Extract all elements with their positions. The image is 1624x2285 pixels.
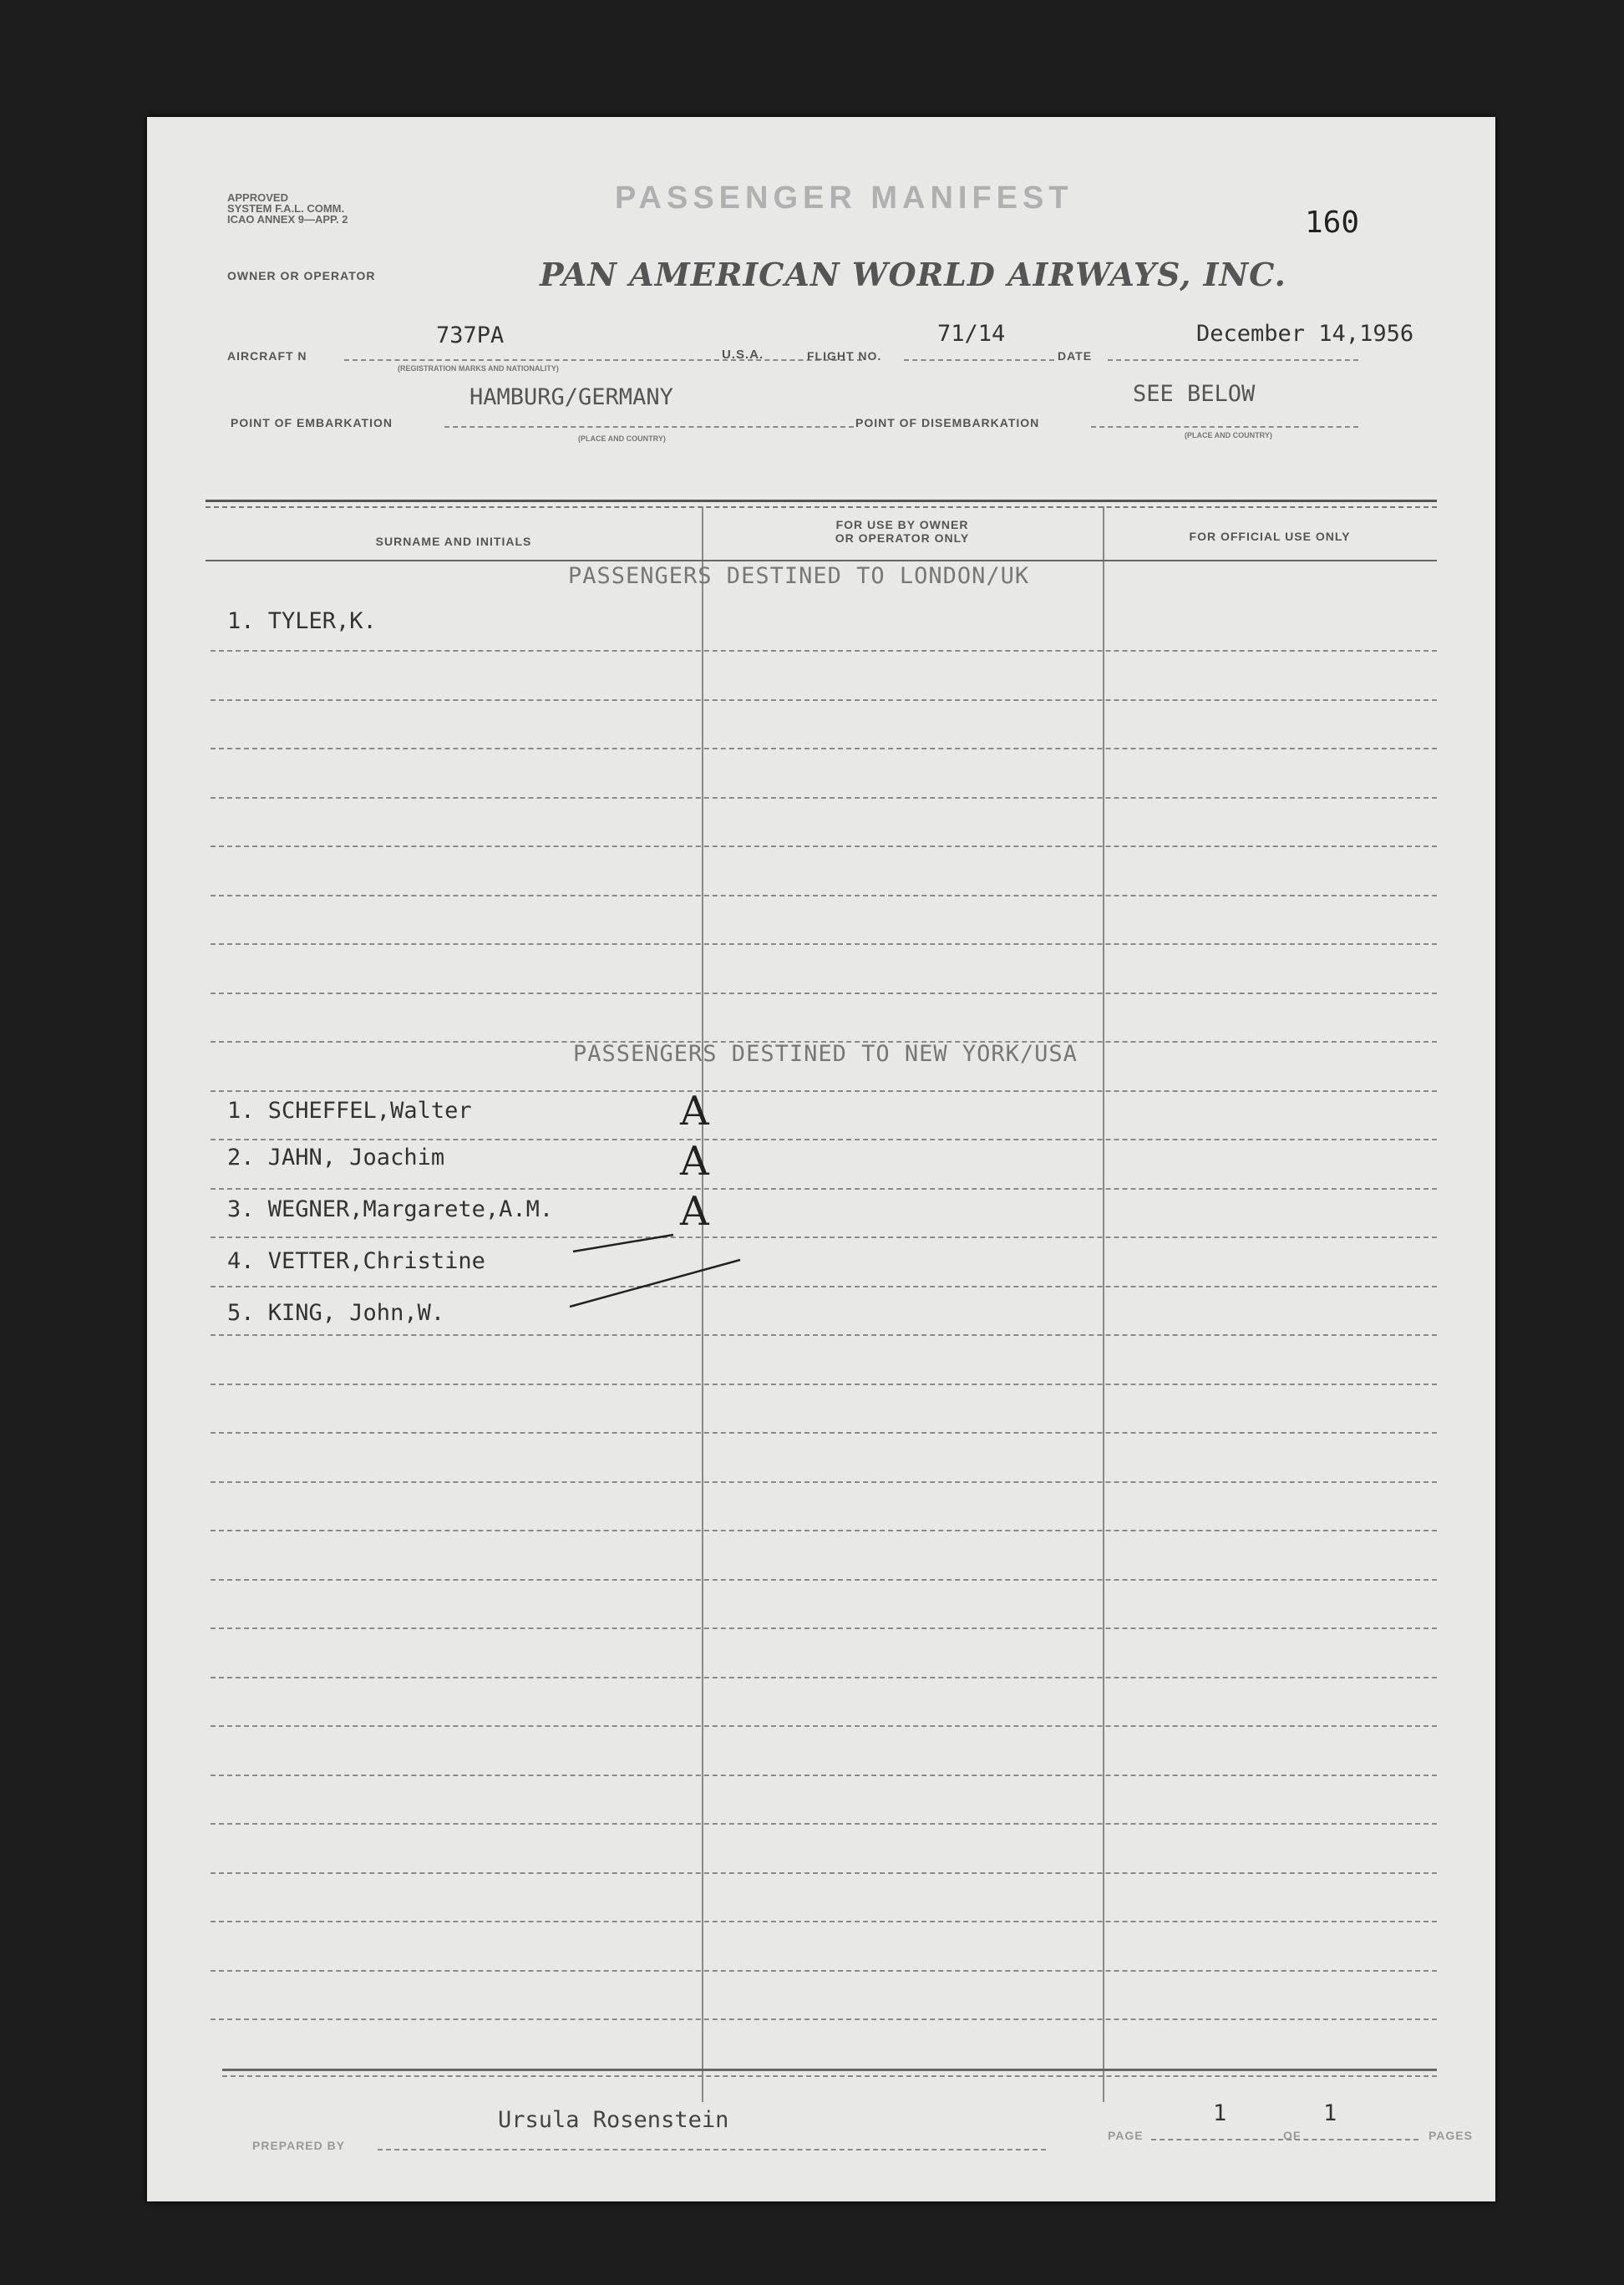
owner-label: OWNER OR OPERATOR: [227, 269, 376, 282]
aircraft-value: 737PA: [436, 322, 505, 348]
of-label: OF: [1283, 2129, 1302, 2142]
aircraft-line: [344, 359, 862, 361]
ruled-line: [211, 1677, 1437, 1678]
ruled-line: [211, 699, 1437, 701]
approval-line: ICAO ANNEX 9—APP. 2: [227, 213, 348, 226]
ruled-line: [211, 1236, 1437, 1238]
handwritten-initial: A: [680, 1138, 709, 1185]
approval-line: APPROVED: [227, 191, 288, 204]
date-line: [1108, 359, 1358, 361]
approval-line: SYSTEM F.A.L. COMM.: [227, 202, 345, 215]
handwritten-stroke: [570, 1260, 740, 1307]
ruled-line: [211, 1188, 1437, 1190]
prepared-by-value: Ursula Rosenstein: [498, 2107, 729, 2133]
form-title: PASSENGER MANIFEST: [615, 180, 1073, 216]
place-note-2: (PLACE AND COUNTRY): [1185, 431, 1272, 439]
ruled-line: [211, 2018, 1437, 2020]
registration-note: (REGISTRATION MARKS AND NATIONALITY): [398, 364, 559, 373]
ruled-line: [211, 1530, 1437, 1531]
header-bottom-line: [206, 560, 1437, 561]
ruled-line: [211, 1775, 1437, 1776]
handwritten-initial: A: [680, 1188, 709, 1235]
date-value: December 14,1956: [1196, 321, 1414, 347]
passenger-row: 2. JAHN, Joachim: [227, 1145, 445, 1170]
embarkation-value: HAMBURG/GERMANY: [469, 384, 673, 410]
ruled-line: [211, 1579, 1437, 1581]
column-header-owner-line: OR OPERATOR ONLY: [835, 531, 970, 545]
prepared-by-line: [378, 2149, 1046, 2150]
date-label: DATE: [1058, 349, 1093, 363]
ruled-line: [211, 1384, 1437, 1385]
of-value: 1: [1323, 2100, 1337, 2126]
disembarkation-value: SEE BELOW: [1133, 381, 1256, 407]
approval-block: [227, 192, 348, 225]
ruled-line: [211, 1627, 1437, 1629]
table-top-line: [206, 500, 1437, 502]
column-divider-2: [1103, 506, 1104, 2102]
prepared-by-label: PREPARED BY: [252, 2139, 346, 2152]
owner-value: PAN AMERICAN WORLD AIRWAYS, INC.: [540, 256, 1287, 293]
table-top-line-2: [206, 506, 1437, 508]
ruled-line: [211, 1286, 1437, 1287]
passenger-row: 4. VETTER,Christine: [227, 1248, 485, 1274]
ruled-line: [211, 1432, 1437, 1434]
column-header-owner-line: FOR USE BY OWNER: [835, 518, 969, 531]
ruled-line: [211, 993, 1437, 994]
place-note-1: (PLACE AND COUNTRY): [578, 434, 666, 443]
ruled-line: [211, 1139, 1437, 1140]
passenger-row: 1. SCHEFFEL,Walter: [227, 1098, 472, 1124]
ruled-line: [211, 1823, 1437, 1825]
ruled-line: [211, 1921, 1437, 1922]
ruled-line: [211, 1334, 1437, 1336]
column-header-surname: SURNAME AND INITIALS: [375, 535, 532, 548]
passenger-row: 1. TYLER,K.: [227, 608, 377, 634]
disembarkation-label: POINT OF DISEMBARKATION: [855, 416, 1040, 429]
ruled-line: [211, 895, 1437, 896]
handwritten-initial: A: [680, 1088, 709, 1135]
page-value: 1: [1213, 2100, 1227, 2126]
flight-line: [904, 359, 1054, 361]
embarkation-label: POINT OF EMBARKATION: [231, 416, 393, 429]
pages-label: PAGES: [1429, 2129, 1473, 2142]
table-bottom-line-2: [222, 2075, 1437, 2077]
flight-value: 71/14: [937, 321, 1006, 347]
usa-label: U.S.A.: [722, 348, 764, 362]
section-heading-london: PASSENGERS DESTINED TO LONDON/UK: [568, 563, 1030, 589]
aircraft-label: AIRCRAFT N: [227, 349, 307, 363]
flight-label: FLIGHT NO.: [807, 349, 882, 363]
passenger-row: 3. WEGNER,Margarete,A.M.: [227, 1196, 554, 1222]
ruled-line: [211, 1090, 1437, 1092]
ruled-line: [211, 1725, 1437, 1727]
handwritten-stroke: [573, 1235, 673, 1252]
ruled-line: [211, 1481, 1437, 1483]
table-bottom-line: [222, 2069, 1437, 2071]
embarkation-line: [444, 426, 854, 428]
handwritten-strokes: [565, 1220, 782, 1320]
column-header-owner-use: [702, 518, 1103, 545]
page-number: 160: [1305, 206, 1360, 240]
column-header-official: FOR OFFICIAL USE ONLY: [1189, 530, 1351, 543]
ruled-line: [211, 797, 1437, 799]
ruled-line: [211, 748, 1437, 749]
disembarkation-line: [1091, 426, 1358, 428]
ruled-line: [211, 943, 1437, 945]
ruled-line: [211, 1872, 1437, 1874]
ruled-line: [211, 650, 1437, 652]
ruled-line: [211, 1970, 1437, 1972]
page-label: PAGE: [1108, 2129, 1144, 2142]
manifest-page: [147, 117, 1495, 2201]
section-heading-new-york: PASSENGERS DESTINED TO NEW YORK/USA: [573, 1041, 1078, 1067]
ruled-line: [211, 845, 1437, 847]
passenger-row: 5. KING, John,W.: [227, 1300, 445, 1326]
